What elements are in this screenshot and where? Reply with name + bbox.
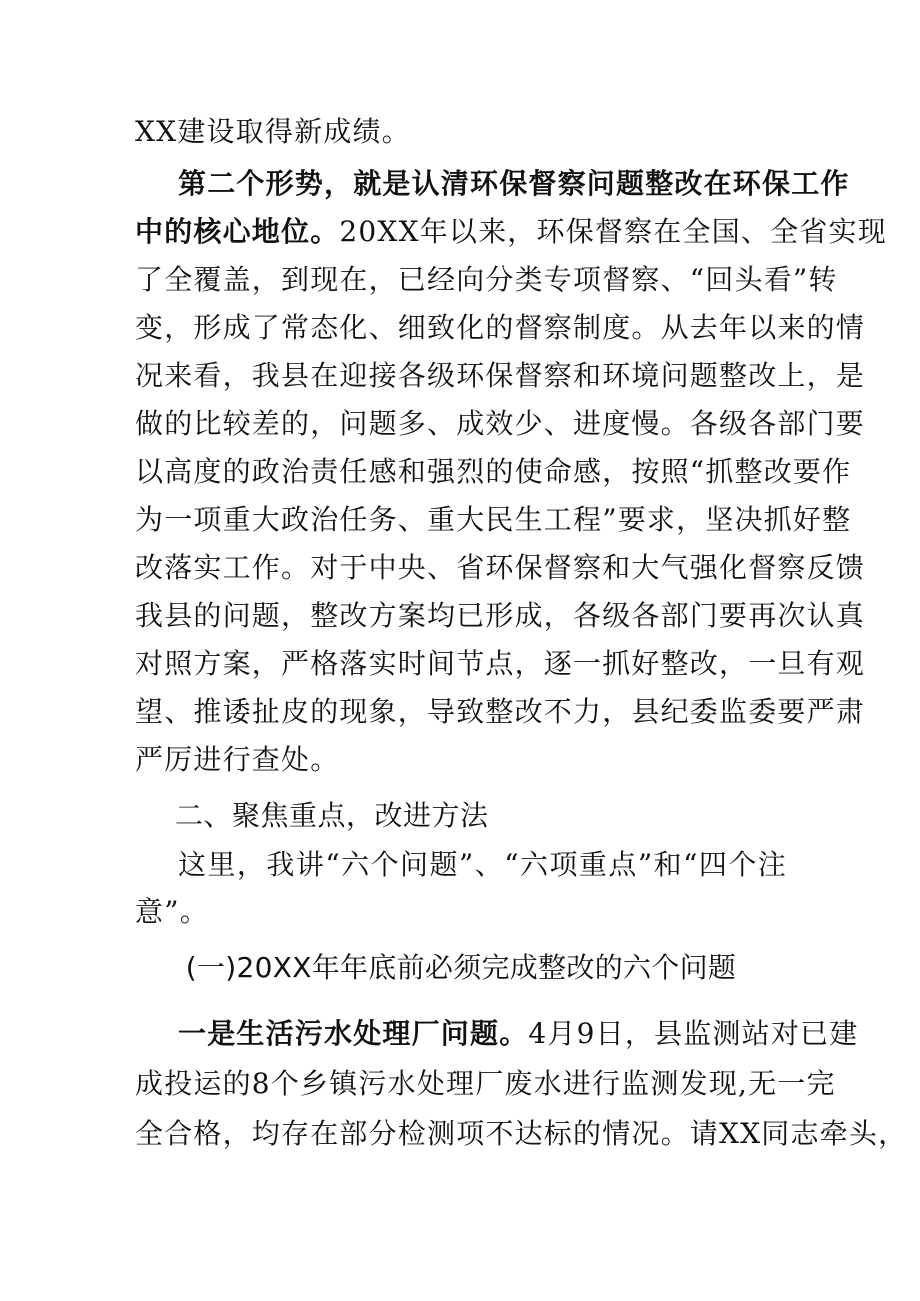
paragraph-line: 以高度的政治责任感和强烈的使命感，按照“抓整改要作 bbox=[135, 455, 852, 488]
paragraph-line: 成投运的8个乡镇污水处理厂废水进行监测发现,无一完 bbox=[135, 1067, 836, 1100]
paragraph-line: 严厉进行查处。 bbox=[135, 743, 340, 776]
paragraph-line: 我县的问题，整改方案均已形成，各级各部门要再次认真 bbox=[135, 599, 866, 632]
paragraph-line: XX建设取得新成绩。 bbox=[135, 115, 411, 148]
paragraph-line bbox=[135, 212, 887, 252]
paragraph-line: 做的比较差的，问题多、成效少、进度慢。各级各部门要 bbox=[135, 407, 866, 440]
bold-phrase: 中的核心地位。 bbox=[135, 215, 340, 248]
paragraph-line: 为一项重大政治任务、重大民生工程”要求，坚决抓好整 bbox=[135, 503, 852, 536]
paragraph-line: 全合格，均存在部分检测项不达标的情况。请XX同志牵头， bbox=[135, 1117, 908, 1150]
bold-phrase: 一是生活污水处理厂问题。 bbox=[178, 1017, 529, 1050]
paragraph-line: 这里，我讲“六个问题”、“六项重点”和“四个注 bbox=[178, 848, 787, 881]
paragraph-line: 意”。 bbox=[135, 895, 209, 928]
paragraph-line: 了全覆盖，到现在，已经向分类专项督察、“回头看”转 bbox=[135, 263, 838, 296]
paragraph-line: 改落实工作。对于中央、省环保督察和大气强化督察反馈 bbox=[135, 551, 866, 584]
paragraph-line bbox=[178, 1014, 859, 1054]
line-text: 20XX年以来，环保督察在全国、全省实现 bbox=[339, 215, 887, 248]
subsection-heading: (一)20XX年年底前必须完成整改的六个问题 bbox=[185, 951, 737, 984]
section-heading: 二、聚焦重点，改进方法 bbox=[175, 799, 489, 832]
paragraph-heading-line: 第二个形势，就是认清环保督察问题整改在环保工作 bbox=[178, 167, 850, 200]
paragraph-line: 况来看，我县在迎接各级环保督察和环境问题整改上，是 bbox=[135, 359, 866, 392]
paragraph-line: 望、推诿扯皮的现象，导致整改不力，县纪委监委要严肃 bbox=[135, 695, 866, 728]
paragraph-line: 变，形成了常态化、细致化的督察制度。从去年以来的情 bbox=[135, 311, 866, 344]
line-text: 4月9日，县监测站对已建 bbox=[528, 1017, 859, 1050]
paragraph-line: 对照方案，严格落实时间节点，逐一抓好整改，一旦有观 bbox=[135, 647, 866, 680]
